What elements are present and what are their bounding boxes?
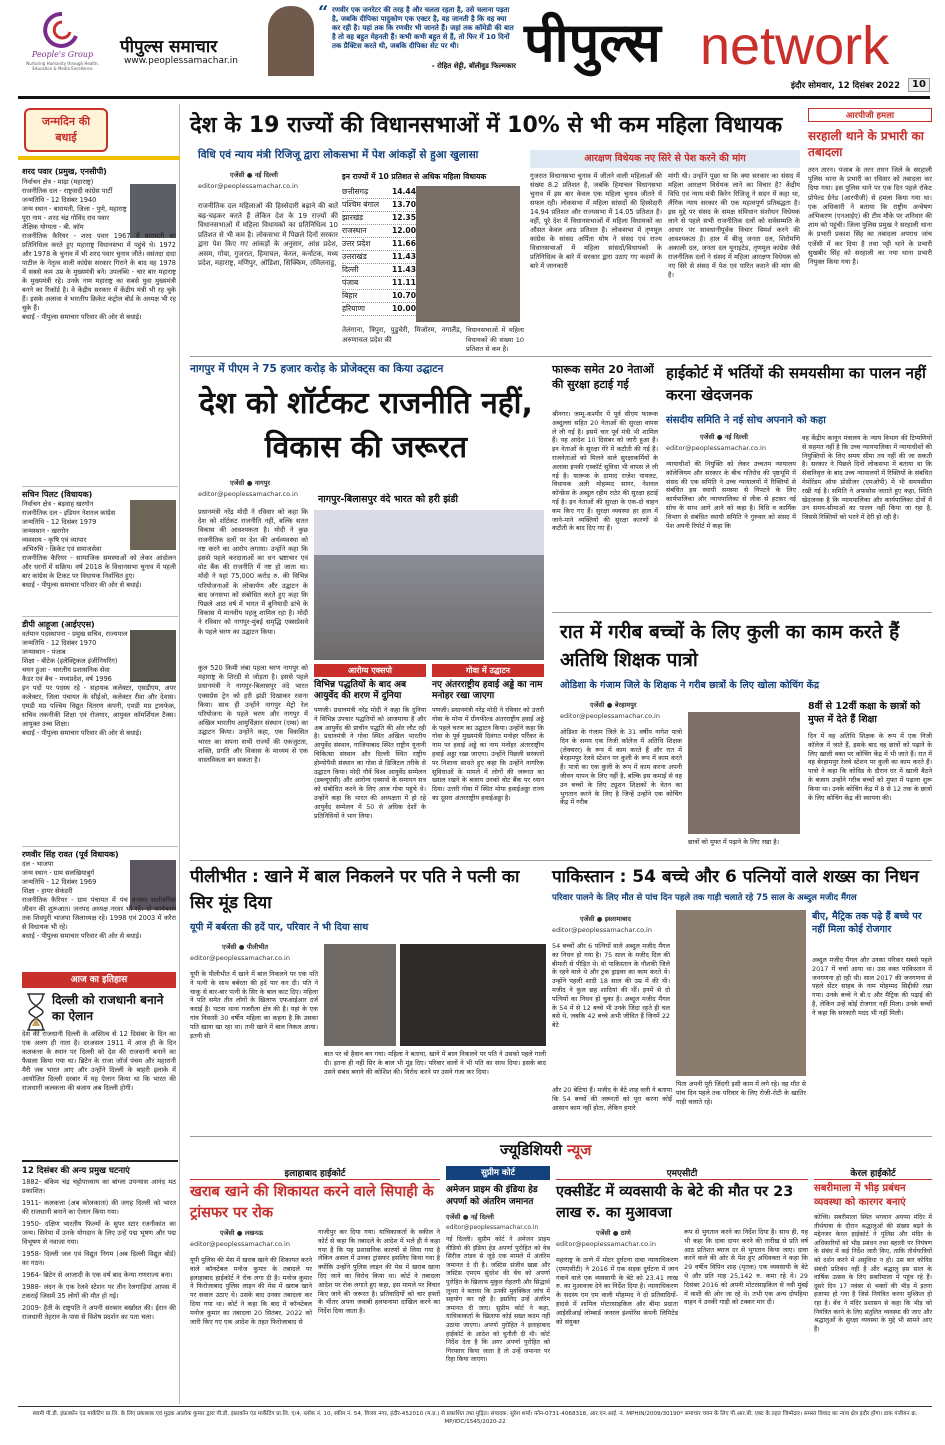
quote-by: - रोहित शेट्टी, बॉलीवुड फिल्मकार — [431, 62, 516, 70]
history-title: दिल्ली को राजधानी बनाने का ऐलान — [52, 993, 164, 1023]
jud-email-2: editor@peoplessamachar.co.in — [446, 1224, 539, 1231]
pilibhit-subhead: यूपी में बर्बरता की हदें पार, परिवार ने भी दिया साथ — [190, 922, 369, 933]
table-row — [342, 290, 416, 303]
table-row — [342, 186, 416, 199]
pilibhit-photo-2 — [400, 944, 546, 1046]
lead-table-title: इन राज्यों में 10 प्रतिशत से अधिक महिला विधायक — [342, 172, 487, 181]
lead-email: editor@peoplessamachar.co.in — [198, 182, 298, 190]
pilibhit-photo-1 — [324, 944, 396, 1046]
jud-body-1a: यूपी पुलिस की मेस में खराब खाने की शिकायत करने वाले कॉन्स्टेबल मनोज कुमार के तबादले पर इलाहाबाद हाईकोर्ट ने रोक लगा दी है। मनोज कुमार ने फिरोजाबाद पुलिस लाइन की मेस में खराब खाने पर सवाल उठाए थे। उसके बाद उनका तबादला कर दिया गया था। कोर्ट ने कहा कि बाद में कॉन्स्टेबल मनोज कुमार का तबादला 20 सितंबर, 2022 को जारी किए गए एक आदेश के तहत फिरोजाबाद से — [190, 1256, 312, 1326]
birthday-title: जन्मदिन की बधाई — [41, 115, 91, 144]
hourglass-icon — [24, 992, 48, 1032]
ayurveda-body: पणजी। प्रधानमंत्री नरेंद्र मोदी ने कहा कि दुनिया ने विभिन्न उपचार पद्धतियों को आजमाया है और अब आयुर्वेद की प्राचीन पद्धति की ओर लौट रही है। प्रधानमंत्री ने गोवा स्थित अखिल भारतीय आयुर्वेद संस्थान, गाजियाबाद स्थित राष्ट्रीय यूनानी चिकित्सा संस्थान और दिल्ली स्थित राष्ट्रीय होम्योपैथी संस्थान का गोवा से डिजिटल तरीके से उद्घाटन किया। मोदी नौवें विश्व आयुर्वेद सम्मेलन (डब्ल्यूएसी) और आरोग्य एक्सपो के समापन सत्र को संबोधित करने के लिए आज गोवा पहुंचे थे। उन्होंने कहा कि भारत की अध्यक्षता में हो रहे आयुर्वेद सम्मेलन में 50 से अधिक देशों के प्रतिनिधियों ने भाग लिया। — [314, 706, 426, 820]
odisha-side-body: दिन में वह अतिथि शिक्षक के रूप में एक निजी कॉलेज में जाते हैं, इसके बाद वह छात्रों को पढ़ाने के लिए खाली वक्त पर कोचिंग केंद्र में भी जाते हैं। रात में वह बेरहामपुर रेलवे स्टेशन पर कुली का काम करते हैं। पात्रो ने कहा कि कोविड के दौरान घर में खाली बैठने के बजाय उन्होंने गरीब बच्चों को मुफ्त में पढ़ाना शुरू किया था। उनके कोचिंग केंद्र में 8 से 12 तक के छात्रों के लिए कोचिंग केंद्र की स्थापना की। — [808, 732, 932, 802]
vande-bharat-photo — [314, 510, 544, 660]
table-state: राजस्थान — [342, 226, 367, 235]
table-state: हरियाणा — [342, 304, 365, 313]
pilibhit-byline: एजेंसी ● पीलीभीत — [222, 943, 269, 951]
table-value: 10.00 — [391, 304, 416, 313]
footer-imprint: स्वामी पी.डी. इंफ्राकॉन एंड मार्केटिंग प्रा.लि. के लिए प्रकाशक एवं मुद्रक आलोक कुमार द्वारा पी.डी. इंफ्राकॉन एंड मार्केटिंग प्रा.लि. ए/4, ब्लॉक नं. 10, स्कीम नं. 54, विजय नगर, इंदौर-452010 (म.प्र.) से प्रकाशित तथा मुद्रित। संपादक: सुरेश शर्मा। फोन-0731-4068318, आर.एन.आई. नं. MPHIN/2009/30190* समाचार चयन के लिए पी.आर.बी. एक्ट के तहत जिम्मेदार। समस्त विवाद का न्याय क्षेत्र इंदौर होगा। डाक पंजीयन क्र. MP/IDC/1545/2020-22 — [32, 1411, 918, 1425]
brand-sub: network — [700, 16, 890, 76]
hc-byline: एजेंसी ● नई दिल्ली — [700, 433, 748, 441]
table-value: 11.66 — [391, 239, 416, 248]
pak-col-3: पिता अपनी पूरी जिंदगी इसी काम में लगे रहे। वह मौत से पांच दिन पहले तक परिवार के लिए रोजी-रोटी के खातिर गाड़ी चलाते रहे। — [676, 1080, 806, 1106]
birthday-badge — [24, 108, 108, 152]
website[interactable]: www.peoplessamachar.in — [124, 56, 238, 66]
judiciary-banner-b: न्यूज — [567, 1141, 592, 1159]
lead-headline: देश के 19 राज्यों की विधानसभाओं में 10% से भी कम महिला विधायक — [190, 113, 783, 138]
table-state: दिल्ली — [342, 265, 359, 274]
odisha-side-head: 8वीं से 12वीं कक्षा के छात्रों को मुफ्त में देते हैं शिक्षा — [808, 701, 921, 725]
birthday-person-4-name: रणवीर सिंह रावत (पूर्व विधायक) — [22, 846, 178, 860]
left-strip-1 — [18, 156, 180, 160]
table-value: 11.43 — [391, 252, 416, 261]
rule-4 — [190, 1136, 932, 1137]
table-row — [342, 238, 416, 251]
lead-col-a: गुजरात विधानसभा चुनाव में जीतने वाली महिलाओं की संख्या 8.2 प्रतिशत है, जबकि हिमाचल विधानसभा चुनाव में इस बार केवल एक महिला चुनाव जीतने में सफल रही। लोकसभा में महिला सांसदों की हिस्सेदारी 14.94 प्रतिशत और राज्यसभा में 14.05 प्रतिशत है। वहीं, पूरे देश में विधानसभाओं में महिला विधायकों का औसत केवल आठ प्रतिशत है। लोकसभा में तृणमूल कांग्रेस के सांसद अर्पिता घोष ने संसद एवं राज्य विधानसभाओं में महिला सांसदों/विधायकों के प्रतिनिधित्व के बारे में सरकार द्वारा उठाए गए कदमों के बारे में जानकारी — [530, 172, 662, 270]
footer-rule — [18, 1406, 932, 1407]
table-value: 14.44 — [391, 187, 416, 196]
table-state: झारखंड — [342, 213, 364, 222]
lead-subhead: विधि एवं न्याय मंत्री रिजिजू द्वारा लोकसभा में पेश आंकड़ों से हुआ खुलासा — [198, 149, 479, 161]
judiciary-banner — [500, 1140, 760, 1162]
peoples-group-logo — [20, 6, 105, 76]
quote-mark-icon: “ — [318, 2, 329, 23]
lead-body-2: तेलंगाना, त्रिपुरा, पुडुचेरी, मिजोरम, नगालैंड, अरुणाचल प्रदेश की — [342, 326, 462, 344]
rule-2 — [552, 612, 932, 613]
lead-byline: एजेंसी ● नई दिल्ली — [230, 171, 278, 179]
birthday-person-4-text: दल - भाजपा जन्म स्थान - ग्राम सलखियाबुर्ग जन्मतिथि - 12 दिसंबर 1969 शिक्षा - हायर सेकंडरी राजनीतिक कैरियर - ग्राम पंचायत में पंच बनकर सार्वजनिक जीवन की शुरूआत। जनपद अध्यक्ष नरवर भी रहे। दो कार्यकाल तक शिवपुरी भाजपा जिलाध्यक्ष रहे। 1998 एवं 2003 में करैरा से विधायक भी रहे। बधाई - पीपुल्स समाचार परिवार की ओर से बधाई। — [22, 860, 176, 940]
jud-tag-3: एमएसीटी — [556, 1166, 808, 1180]
jud-head-2: अमेजन प्राइम की इंडिया हेड अपर्णा को अंतरिम जमानत — [446, 1185, 538, 1207]
ayurveda-tag: आरोग्य एक्सपो — [314, 664, 426, 677]
teacher-photo — [688, 712, 800, 834]
table-state: छत्तीसगढ़ — [342, 187, 369, 196]
table-row — [342, 303, 416, 316]
rpg-headline: सरहाली थाने के प्रभारी का तबादला — [808, 129, 924, 159]
event-item: 1882- बंकिम चंद्र चट्टोपाध्याय का बांग्ला उपन्यास आनंद मठ प्रकाशित। — [22, 1178, 176, 1195]
pilibhit-email: editor@peoplessamachar.co.in — [190, 954, 290, 962]
nagpur-photo-caption: नागपुर-बिलासपुर वंदे भारत को हरी झंडी — [318, 494, 458, 505]
left-column — [18, 104, 180, 1404]
jud-head-1: खराब खाने की शिकायत करने वाले सिपाही के ट्रांसफर पर रोक — [190, 1184, 434, 1221]
history-tag: आज का इतिहास — [22, 972, 176, 988]
events-title: 12 दिसंबर की अन्य प्रमुख घटनाएं — [22, 1160, 178, 1176]
events-list — [22, 1178, 176, 1404]
pak-byline: एजेंसी ● इस्लामाबाद — [580, 915, 631, 923]
nagpur-kicker: नागपुर में पीएम ने 75 हजार करोड़ के प्रोजेक्ट्स का किया उद्घाटन — [190, 363, 444, 375]
brand-main: पीपुल्स — [524, 11, 661, 74]
odisha-email: editor@peoplessamachar.co.in — [560, 712, 660, 720]
event-item: 1958- दिल्ली जल एवं विद्युत निगम (अब दिल्ली विद्युत बोर्ड) का गठन। — [22, 1250, 176, 1267]
odisha-byline: एजेंसी ● बेरहामपुर — [590, 701, 637, 709]
odisha-col-1: ओडिशा के गंजाम जिले के 31 वर्षीय नागेश पात्रो दिन के समय एक निजी कॉलेज में अतिथि शिक्षक (लेक्चरर) के रूप में काम करते हैं और रात में बेरहामपुर रेलवे स्टेशन पर कुली के रूप में काम करते हैं। पात्रो का एक कुली के रूप में काम करना अपनी जीवन यापन के लिए नहीं है, बल्कि इस कमाई से वह उन बच्चों के लिए ट्यूशन शिक्षकों के वेतन का भुगतान करने के लिए है जिन्हें उन्होंने एक कोचिंग केंद्र में गरीब — [560, 728, 682, 807]
rijiju-photo — [416, 186, 520, 322]
hc-col-2: वह केंद्रीय कानून मंत्रालय के न्याय विभाग की टिप्पणियों से सहमत नहीं है कि उच्च न्यायपालिका में न्यायाधीशों की नियुक्तियों के लिए समय सीमा तय नहीं की जा सकती है। सरकार ने पिछले दिनों लोकसभा में बताया था कि सेवानिवृत्त के बाद उच्च न्यायालयों में रिक्तियों के संबंधित मेमोरेंडम ऑफ प्रोसीजर (एमओपी) में भी समयसीमा रखी गई है। समिति ने अफसोस जताते हुए कहा, स्थिति खेदजनक है कि न्यायपालिका और कार्यपालिका दोनों में उन समय-सीमाओं का पालन नहीं किया जा रहा है, जिससे रिक्तियों को भरने में देरी हो रही है। — [802, 434, 932, 522]
table-state: उत्तराखंड — [342, 252, 367, 261]
logo-name: People's Group — [31, 50, 94, 59]
jud-body-2: नई दिल्ली। सुप्रीम कोर्ट ने अमेजन प्राइम वीडियो की इंडिया हेड अपर्णा पुरोहित को वेब सिरीज तांडव से जुड़े एक मामले में अंतरिम जमानत दे दी है। जस्टिस संजीव खन्ना और जस्टिस एमएम सुंदरेश की बेंच को अपर्णा पुरोहित के खिलाफ मुकुल रोहतगी और सिद्धार्थ लूथरा ने बताया कि उनकी मुवक्किल जांच में सहयोग कर रही है। इसलिए उन्हें अंतरिम जमानत दी जाए। सुप्रीम कोर्ट ने कहा, याचिकाकर्ता के खिलाफ कोई सख्त कदम नहीं उठाया जाएगा। अपर्णा पुरोहित ने इलाहाबाद हाईकोर्ट के आदेश को चुनौती दी थी। कोर्ट निर्देश देता है कि अगर अपर्णा पुरोहित को गिरफ्तार किया जाता है तो उन्हें जमानत पर रिहा किया जाएगा। — [446, 1236, 550, 1364]
table-row — [342, 277, 416, 290]
page-number: 10 — [908, 78, 930, 92]
table-value: 11.43 — [391, 265, 416, 274]
lead-band: आरक्षण विधेयक नए सिरे से पेश करने की मांग — [530, 150, 800, 168]
table-value: 12.00 — [391, 226, 416, 235]
lead-body: राजनीतिक दल महिलाओं की हिस्सेदारी बढ़ाने की बातें बढ़-चढ़कर करते हैं लेकिन देश के 19 राज्यों की विधानसभाओं में महिला विधायकों का प्रतिनिधित्व 10 प्रतिशत से भी कम है। लोकसभा में पिछले दिनों सरकार द्वारा पेश किए गए आंकड़ों के अनुसार, आंध्र प्रदेश, असम, गोवा, गुजरात, हिमाचल, केरल, कर्नाटक, मध्य प्रदेश, महाराष्ट्र, मणिपुर, ओडिशा, सिक्किम, तमिलनाडु, — [198, 202, 338, 267]
birthday-person-2-text: निर्वाचन क्षेत्र - बढ़वाह खरगोन राजनीतिक दल - इंडियन नेशनल कांग्रेस जन्मतिथि - 12 दिसंबर 1979 जन्मस्थान - खरगोन व्यवसाय - कृषि एवं व्यापार अभिरुचि - क्रिकेट एवं समाजसेवा राजनीतिक कैरियर - सामाजिक समस्याओं को लेकर आंदोलन और धरनों में सक्रिय। वर्ष 2018 के विधानसभा चुनाव में पहली बार कांग्रेस के टिकट पर विधायक निर्वाचित हुए। बधाई - पीपुल्स समाचार परिवार की ओर से बधाई। — [22, 500, 176, 589]
pak-side-head: बीए, मैट्रिक तक पढ़े हैं बच्चे पर नहीं मिला कोई रोजगार — [812, 911, 922, 935]
logo-icon — [42, 10, 82, 50]
table-value: 11.11 — [391, 278, 416, 287]
table-state: पश्चिम बंगाल — [342, 200, 380, 209]
birthday-person-3-text: वर्तमान पदस्थापना - प्रमुख सचिव, राज्यपाल जन्मतिथि - 12 दिसंबर 1970 जन्मस्थान - पंजाब शिक्षा - बीटेक (इलेक्ट्रिकल इंजीनियरिंग) चयन हुआ - भारतीय प्रशासनिक सेवा कैडर एवं बैच - मध्यप्रदेश, वर्ष 1996 इन पदों पर पदस्थ रहे - सहायक कलेक्टर, एसडीएम, अपर कलेक्टर, जिला पंचायत के सीईओ, कलेक्टर रीवा और देवास। एमडी मप्र पश्चिम विद्युत वितरण कंपनी, एमडी मप्र ट्रायफेक, सचिव तकनीकी शिक्षा एवं रोजगार, आयुक्त कॉमर्शियल टैक्स। आयुक्त उच्च शिक्षा। बधाई - पीपुल्स समाचार परिवार की ओर से बधाई। — [22, 630, 176, 737]
hc-headline: हाईकोर्ट में भर्तियों की समयसीमा का पालन नहीं करना खेदजनक — [666, 364, 926, 404]
hc-email: editor@peoplessamachar.co.in — [666, 444, 766, 452]
paper-name: पीपुल्स समाचार — [120, 37, 218, 57]
jud-by-1: एजेंसी ● लखनऊ — [220, 1229, 264, 1237]
pak-col-1: 54 बच्चों और 6 पत्नियों वाले अब्दुल मजीद मैंगल का निधन हो गया है। 75 साल के मजीद दिल की बीमारी से पीड़ित थे। वो पाकिस्तान के नौशकी जिले के रहने वाले थे और ट्रक ड्राइवर का काम करते थे। उन्होंने पहली शादी 18 साल की उम्र में की थी। मजीद ने कुल छह शादियां की थीं। इनमें से दो पत्नियों का निधन हो चुका है। अब्दुल मजीद मैंगल के 54 में से 12 बच्चे भी उनके जिंदा रहते ही चल बसे थे, जबकि 42 बच्चे अभी जीवित हैं जिनमें 22 बेटे — [552, 942, 670, 1030]
table-row — [342, 251, 416, 264]
jud-head-3: एक्सीडेंट में व्यवसायी के बेटे की मौत पर 23 लाख रु. का मुआवजा — [556, 1184, 794, 1221]
dateline: इंदौर सोमवार, 12 दिसंबर 2022 — [790, 81, 900, 91]
event-item: 2009- हैती के राष्ट्रपति ने अपनी सरकार बर्खास्त की। ईरान की राजधानी तेहरान के पास से विशेष प्रदर्शन का पता चला। — [22, 1304, 176, 1321]
pak-col-2: और 20 बेटियां हैं। मजीद के बेटे शाह वली ने बताया कि 54 बच्चों की जरूरतों को पूरा करना कोई आसान काम नहीं होता, लेकिन हमारे — [552, 1086, 672, 1112]
pilibhit-col-2: बात पर वो हैवान बन गया। महिला ने बताया, खाने में बाल निकलने पर पति ने उसको पहले गाली दी। इतना ही नहीं सिर के बाल भी मूंड़ दिए। परिवार वालों ने भी पति का साथ दिया। इसके बाद उसने संबंध बनाने की कोशिश की। विरोध करने पर उसने गंजा कर दिया। — [324, 1050, 546, 1076]
birthday-person-1-name: शरद पवार (प्रमुख, एनसीपी) — [22, 167, 107, 176]
lead-body-3: विधानसभाओं में महिला विधायकों की संख्या 10 प्रतिशत से कम है। — [466, 326, 524, 353]
table-row — [342, 225, 416, 238]
table-state: पंजाब — [342, 278, 359, 287]
odisha-subhead: ओडिशा के गंजाम जिले के शिक्षक ने गरीब छात्रों के लिए खोला कोचिंग केंद्र — [560, 680, 820, 691]
table-row — [342, 264, 416, 277]
rule-1 — [190, 356, 932, 357]
rpg-body: तरन तारन। पंजाब के तरन तारन जिले के सरहाली पुलिस थाना के प्रभारी का रविवार को तबादला कर दिया गया। इस पुलिस थाने पर एक दिन पहले रॉकेट प्रोपेल्ड ग्रेनेड (आरपीजी) से हमला किया गया था। एक अधिकारी ने बताया कि राष्ट्रीय अन्वेषण अभिकरण (एनआईए) की टीम मौके पर शनिवार की शाम को पहुंची। जिला पुलिस प्रमुख ने सरहाली थाना के प्रभारी प्रकाश सिंह का तबादला अपराध जांच एजेंसी में कर दिया है तथा पट्टी थाने के प्रभारी सुखबीर सिंह को सरहाली का नया थाना प्रभारी नियुक्त किया गया है। — [808, 166, 932, 267]
birthday-person-2-name: सचिन पिलट (विधायक) — [22, 486, 178, 500]
rule-3 — [190, 860, 932, 861]
jud-body-3a: महाराष्ट्र के ठाणे में मोटर दुर्घटना दावा न्यायाधिकरण (एमएसीटी) ने 2016 में एक सड़क दुर्घटना में जान गंवाने वाले एक व्यवसायी के बेटे को 23.41 लाख रु. का मुआवजा देने का निर्देश दिया है। न्यायाधिकरण के सदस्य एम एम वाली मोहम्मद ने दो प्रतिवादियों-हादसे में शामिल मोटरसाइकिल और बीमा प्रदाता आईसीआई लोम्बार्ड जनरल इंश्योरेंस कंपनी लिमिटेड को संयुक्त — [556, 1256, 678, 1326]
judiciary-banner-a: ज्यूडिशियरी — [500, 1141, 562, 1159]
nagpur-col-2: कुल 520 किमी लंबा पहला चरण नागपुर को महाराष्ट्र के शिरडी से जोड़ता है। इससे पहले प्रधानमंत्री ने नागपुर-बिलासपुर वंदे भारत एक्सप्रेस ट्रेन को हरी झंडी दिखाकर रवाना किया। साथ ही उन्होंने नागपुर मेट्रो रेल परियोजना के पहले चरण और नागपुर में अखिल भारतीय आयुर्विज्ञान संस्थान (एम्स) का उद्घाटन किया। उन्होंने कहा, एक विकसित भारत का सपना सभी राज्यों की एकजुटता, शक्ति, प्रगति और विकास के माध्यम से एक वास्तविकता बन सकता है। — [198, 664, 308, 765]
birthday-person-3-name: डीपी आहूजा (आईएएस) — [22, 616, 178, 630]
quote-author-photo — [268, 6, 314, 76]
table-state: उत्तर प्रदेश — [342, 239, 371, 248]
jud-email-3: editor@peoplessamachar.co.in — [556, 1240, 656, 1248]
table-value: 13.70 — [391, 200, 416, 209]
table-value: 10.70 — [391, 291, 416, 300]
farooq-headline: फारूक समेत 20 नेताओं की सुरक्षा हटाई गई — [552, 363, 654, 391]
goa-body: पणजी। प्रधानमंत्री नरेंद्र मोदी ने रविवार को उत्तरी गोवा के मोपा में ग्रीनफील्ड अंतरराष्ट्रीय हवाई अड्डे के पहले चरण का उद्घाटन किया। उन्होंने कहा कि गोवा के पूर्व मुख्यमंत्री दिवंगत मनोहर पर्रिकर के नाम पर हवाई अड्डे का नाम मनोहर अंतरराष्ट्रीय हवाई अड्डा रखा जाएगा। उन्होंने पिछली सरकारों पर निशाना साधते हुए कहा कि उन्होंने नागरिक सुविधाओं के मामले में लोगों की जरूरत का ख्याल रखने के बजाय उनको वोट बैंक पर ध्यान दिया। उत्तरी गोवा में स्थित मोपा हवाईअड्डा राज्य का दूसरा अंतरराष्ट्रीय हवाईअड्डा है। — [432, 706, 544, 802]
pak-email: editor@peoplessamachar.co.in — [552, 926, 652, 934]
logo-tagline: Nurturing Humanity through Health, Education & Media Excellence — [26, 61, 99, 71]
history-text: देश की राजधानी दिल्ली के अस्तित्व से 12 दिसंबर के दिन का एक अलग ही नाता है। दरअसल 1911 में आज ही के दिन कलकत्ता के स्थान पर दिल्ली को देश की राजधानी बनाने का फैसला किया गया था। ब्रिटेन के राजा जॉर्ज पंचम और महारानी मैरी जब भारत आए और उन्होंने दिल्ली के बाहरी इलाके में आयोजित दिल्ली दरबार में यह ऐलान किया था कि भारत की राजधानी कलकत्ता की बजाय अब दिल्ली होगी। — [22, 1030, 176, 1092]
jud-tag-2: सुप्रीम कोर्ट — [446, 1166, 550, 1180]
nagpur-email: editor@peoplessamachar.co.in — [198, 490, 298, 498]
lead-col-b: मांगी थी। उन्होंने पूछा था कि क्या सरकार का संसद में महिला आरक्षण विधेयक लाने का विचार है? केंद्रीय विधि एवं न्याय मंत्री किरेन रिजिजू ने सदन में कहा था, लैंगिक न्याय सरकार की एक महत्वपूर्ण प्रतिबद्धता है। इस मुद्दे पर संसद के समक्ष संविधान संशोधन विधेयक लाने से पहले सभी राजनीतिक दलों को सर्वसम्मति के आधार पर सावधानीपूर्वक विचार विमर्श करने की आवश्यकता है। हाल में बीजू जनता दल, शिरोमणि अकाली दल, जनता दल यूनाइटेड, तृणमूल कांग्रेस जैसे राजनीतिक दलों ने संसद में महिला आरक्षण विधेयक को नए सिरे से संसद में पेश एवं पारित कराने की मांग की है। — [668, 172, 800, 279]
event-item: 1964- ब्रिटेन से आजादी के एक वर्ष बाद केन्या गणराज्य बना। — [22, 1271, 173, 1279]
jud-body-4: कोच्चि। सबरीमाला स्थित भगवान अयप्पा मंदिर में तीर्थयात्रा के दौरान श्रद्धालुओं की संख्या बढ़ने के मद्देनजर केरल हाईकोर्ट ने पुलिस और मंदिर के अधिकारियों को भीड़ प्रबंधन तथा बहाली पर नियंत्रण के संबंध में कई निर्देश जारी किए, ताकि तीर्थयात्रियों को दर्शन करने में असुविधा न हो। उस बार कोविड संबंधी प्रतिबंध नहीं है और श्रद्धालु इस साल के वार्षिक उत्सव के लिए सबरीमाला में पहुंच रहे हैं। दूसरे दिन 17 नवंबर से भक्तों की भीड़ में इतना इजाफा हो गया है जिसे नियंत्रित करना मुश्किल हो रहा है। बेंच ने मंदिर प्रशासन से कहा कि भीड़ को नियंत्रित करने के लिए संतुलित व्यवस्था की जाए और श्रद्धालुओं के सुरक्षा व्यवस्था के मुद्दे भी सामने आए हैं। — [814, 1214, 932, 1333]
jud-body-1b: गाजीपुर कर दिया गया। याचिकाकर्ता के वकील ने कोर्ट से कहा कि तबादले के आदेश में भले ही ये कहा गया है कि यह प्रशासनिक कारणों से लिया गया है लेकिन असल में उनका ट्रांसफर इसलिए किया गया है क्योंकि उन्होंने पुलिस लाइन की मेस में खराब खाना दिए जाने का विरोध किया था। कोर्ट ने तबादला आदेश पर रोक लगाते हुए कहा, इस मामले पर विचार किए जाने की जरूरत है। प्रतिवादियों को चार हफ्तों के भीतर अपना जवाबी हलफनामा दाखिल करने का निर्देश दिया जाता है। — [318, 1228, 440, 1316]
farooq-body: श्रीनगर। जम्मू-कश्मीर में पूर्व सीएम फारूक अब्दुल्ला सहित 20 नेताओं की सुरक्षा वापस ले ली गई है। इसमें चार पूर्व मंत्री भी शामिल हैं। यह आदेश 10 दिसंबर को जारी हुआ है। इन नेताओं के सुरक्षा घेरे में कटौती की गई है। राजनेताओं को मिलने वाले सुरक्षाकर्मियों के अलावा इनकी एस्कॉर्ट सुविधा भी वापस ले ली गई है। फारूक के दामाद राजेश पायलट, विधायक अली मोहम्मद सागर, नेशनल कॉन्फ्रेंस के अब्दुल रहीम राठेर की सुरक्षा हटाई गई है। इन नेताओं की सुरक्षा के एक-दो वाहन कम किए गए हैं। सुरक्षा व्यवस्था हर हाल में जाने-माने व्यक्तियों की सुरक्षा कारणों से कटौती के बाद दिए गए हैं। — [552, 410, 658, 533]
masthead — [0, 0, 945, 106]
pak-subhead: परिवार पालने के लिए मौत से पांच दिन पहले तक गाड़ी चलाते रहे 75 साल के अब्दुल मजीद मैंगल — [552, 893, 857, 903]
birthday-person-1-text: निर्वाचन क्षेत्र - माढ़ा (महाराष्ट्र) राजनीतिक दल - राष्ट्रवादी कांग्रेस पार्टी जन्मतिथि - 12 दिसंबर 1940 जन्म स्थान - बारामती, जिला - पुणे, महाराष्ट्र पूरा नाम - शरद चंद्र गोविंद राव पवार शैक्षिक योग्यता - बी. कॉम राजनीतिक कैरियर - शरद पवार 1967 में बारामती का प्रतिनिधित्व करते हुए महाराष्ट्र विधानसभा में पहुंचे थे। 1972 और 1978 के चुनाव में भी शरद पवार चुनाव जीते। वसंतदा दादा पाटील के नेतृत्व वाली कांग्रेस सरकार गिराने के बाद वह 1978 में सबसे कम उम्र के मुख्यमंत्री बने। उपलब्धि - चार बार महाराष्ट्र के मुख्यमंत्री रहे। उनके नाम महाराष्ट्र का सबसे युवा मुख्यमंत्री बनने का रिकॉर्ड है। वे केंद्रीय सरकार में केंद्रीय मंत्री भी रह चुके हैं। इसके अलावा वे भारतीय क्रिकेट कंट्रोल बोर्ड के अध्यक्ष भी रह चुके हैं। बधाई - पीपुल्स समाचार परिवार की ओर से बधाई। — [22, 178, 176, 321]
goa-tag: गोवा में उद्घाटन — [432, 664, 544, 677]
pilibhit-headline: पीलीभीत : खाने में बाल निकलने पर पति ने पत्नी का सिर मूंड दिया — [190, 867, 520, 913]
odisha-caption: छात्रों को मुफ्त में पढ़ाने के लिए रखा है। — [688, 838, 780, 846]
event-item: 1988- लंदन के एक रेलवे स्टेशन पर तीन रेलगाड़ियां आपस में टकराईं जिसमें 35 लोगों की मौत हो गई। — [22, 1283, 176, 1300]
event-item: 1911- कलकत्ता (अब कोलकाता) की जगह दिल्ली को भारत की राजधानी बनाने का ऐलान किया गया। — [22, 1199, 176, 1216]
table-value: 12.35 — [391, 213, 416, 222]
jud-tag-1: इलाहाबाद हाईकोर्ट — [190, 1166, 440, 1180]
quote-text: रणवीर एक जनरेटर की तरह है और चलता रहता है, उसे चलाना पड़ता है, जबकि दीपिका पादुकोण एक एक्टर है, वह जानती है कि वह क्या कर रही है। यहां तक कि रणवीर भी जानते हैं। जहां तक कॉमेडी की बात है तो वह बहुत मेहनती हैं। कभी कभी बहुत से हैं, तो फिर में 10 दिनों तक प्रैक्टिस करते थी, जबकि दीपिका सेट पर थी। — [332, 6, 514, 50]
nagpur-col-1: प्रधानमंत्री नरेंद्र मोदी ने रविवार को कहा कि देश को शॉर्टकट राजनीति नहीं, बल्कि सतत विकास की आवश्यकता है। मोदी ने कुछ राजनीतिक दलों पर देश की अर्थव्यवस्था को नष्ट करने का आरोप लगाया। उन्होंने कहा कि इससे पहले करदाताओं का धन भ्रष्टाचार एवं वोट बैंक की राजनीति में नष्ट हो जाता था। मोदी ने यहां 75,000 करोड़ रु. की विभिन्न परियोजनाओं के लोकार्पण और उद्घाटन के बाद जनसभा को संबोधित करते हुए कहा कि पिछले आठ वर्ष में भारत में बुनियादी ढांचे के विकास में मानवीय पहलू शामिल रहा है। मोदी ने रविवार को नागपुर-मुंबई समृद्धि एक्सप्रेसवे के पहले चरण का उद्घाटन किया। — [198, 508, 308, 636]
pilibhit-col-1: यूपी के पीलीभीत में खाने में बाल निकलने पर एक पति ने पत्नी के साथ बर्बरता की हदें पार कर दी। पति ने चाकू से बार-बार पत्नी के सिर के बाल काट दिए। महिला ने पति समेत तीन लोगों के खिलाफ एफआईआर दर्ज कराई है। घटना थाना गजरौला क्षेत्र की है। यहां के एक गांव निवासी 30 वर्षीय महिला का कहना है कि उसका पति खाना खा रहा था। तभी खाने में बाल निकल आया। इतनी सी — [190, 970, 318, 1040]
jud-by-3: एजेंसी ● ठाणे — [596, 1229, 631, 1237]
pak-side-body: अब्दुल मजीद मैंगल और उनका परिवार सबसे पहले 2017 में चर्चा आया था। उस वक्त पाकिस्तान में जनगणना हो रही थी। साल 2017 की जनगणना से पहले सेंटर साहब के नाम मोहम्मद सिद्दीकी रखा गया। उनके बच्चे ने बी.ए और मैट्रिक की पढ़ाई की है, लेकिन उन्हें कोई रोजगार नहीं मिला। उनके बच्चों ने कहा कि सरकारी मदद भी नहीं मिली। — [812, 956, 932, 1017]
jud-tag-4: केरल हाईकोर्ट — [814, 1166, 932, 1180]
ayurveda-headline: विभिन्न पद्धतियों के बाद अब आयुर्वेद की शरण में दुनिया — [314, 680, 407, 701]
hc-col-1: न्यायाधीशों की नियुक्ति को लेकर उच्चतम न्यायालय कॉलेजियम और सरकार के बीच गतिरोध की पृष्ठभूमि में संसद की एक समिति ने उच्च न्यायालयों में रिक्तियों से संबंधित इस स्थायी समस्या से निपटने के लिए कार्यपालिका और न्यायपालिका से लीक से हटकर नई सोच के साथ आगे आने को कहा है। विधि व कार्मिक विभाग से संबंधित स्थायी समिति ने गुरुवार को संसद में पेश अपनी रिपोर्ट में कहा कि — [666, 460, 796, 530]
hc-subhead: संसदीय समिति ने नई सोच अपनाने को कहा — [666, 415, 826, 426]
event-item: 1950- दक्षिण भारतीय फिल्मों के सुपर स्टार रजनीकांत का जन्म। सिनेमा में उनके योगदान के लिए उन्हें पद्म भूषण और पद्म विभूषण से नवाजा गया। — [22, 1220, 176, 1246]
family-photo — [676, 910, 806, 1076]
nagpur-byline: एजेंसी ● नागपुर — [230, 479, 270, 487]
pak-headline: पाकिस्तान : 54 बच्चे और 6 पत्नियों वाले शख्स का निधन — [552, 867, 919, 887]
table-row — [342, 212, 416, 225]
masthead-rule — [18, 96, 930, 99]
odisha-headline: रात में गरीब बच्चों के लिए कुली का काम करते हैं अतिथि शिक्षक पात्रो — [560, 621, 900, 671]
table-state: बिहार — [342, 291, 358, 300]
rpg-tag: आरपीजी हमला — [808, 108, 932, 122]
nagpur-headline: देश को शॉर्टकट राजनीति नहीं, विकास की जरूरत — [199, 386, 533, 465]
table-row — [342, 199, 416, 212]
jud-by-2: एजेंसी ● नई दिल्ली — [446, 1213, 494, 1221]
jud-head-4: सबरीमाला में भीड़ प्रबंधन व्यवस्था को कारगर बनाएं — [814, 1183, 906, 1208]
jud-email-1: editor@peoplessamachar.co.in — [190, 1240, 290, 1248]
goa-headline: नए अंतरराष्ट्रीय हवाई अड्डे का नाम मनोहर रखा जाएगा — [432, 680, 543, 701]
jud-body-3b: रूप से भुगतान करने का निर्देश दिया है। साथ ही, यह भी कहा कि दावा दायर करने की तारीख से प्रति वर्ष आठ प्रतिशत ब्याज दर से भुगतान किया जाए। दावा करने वाले की ओर से पेश हुए अधिवक्ता ने कहा कि 29 वर्षीय विपिन शाह (मृतक) एक व्यवसायी के बेटे थे और प्रति माह 25,142 रु. कमा रहे थे। 29 दिसंबर 2016 को अपनी मोटरसाइकिल से नवी मुंबई में वाशी की ओर जा रहे थे। तभी एक अन्य दोपहिया वाहन ने उनकी गाड़ी को टक्कर मार दी। — [684, 1228, 808, 1307]
